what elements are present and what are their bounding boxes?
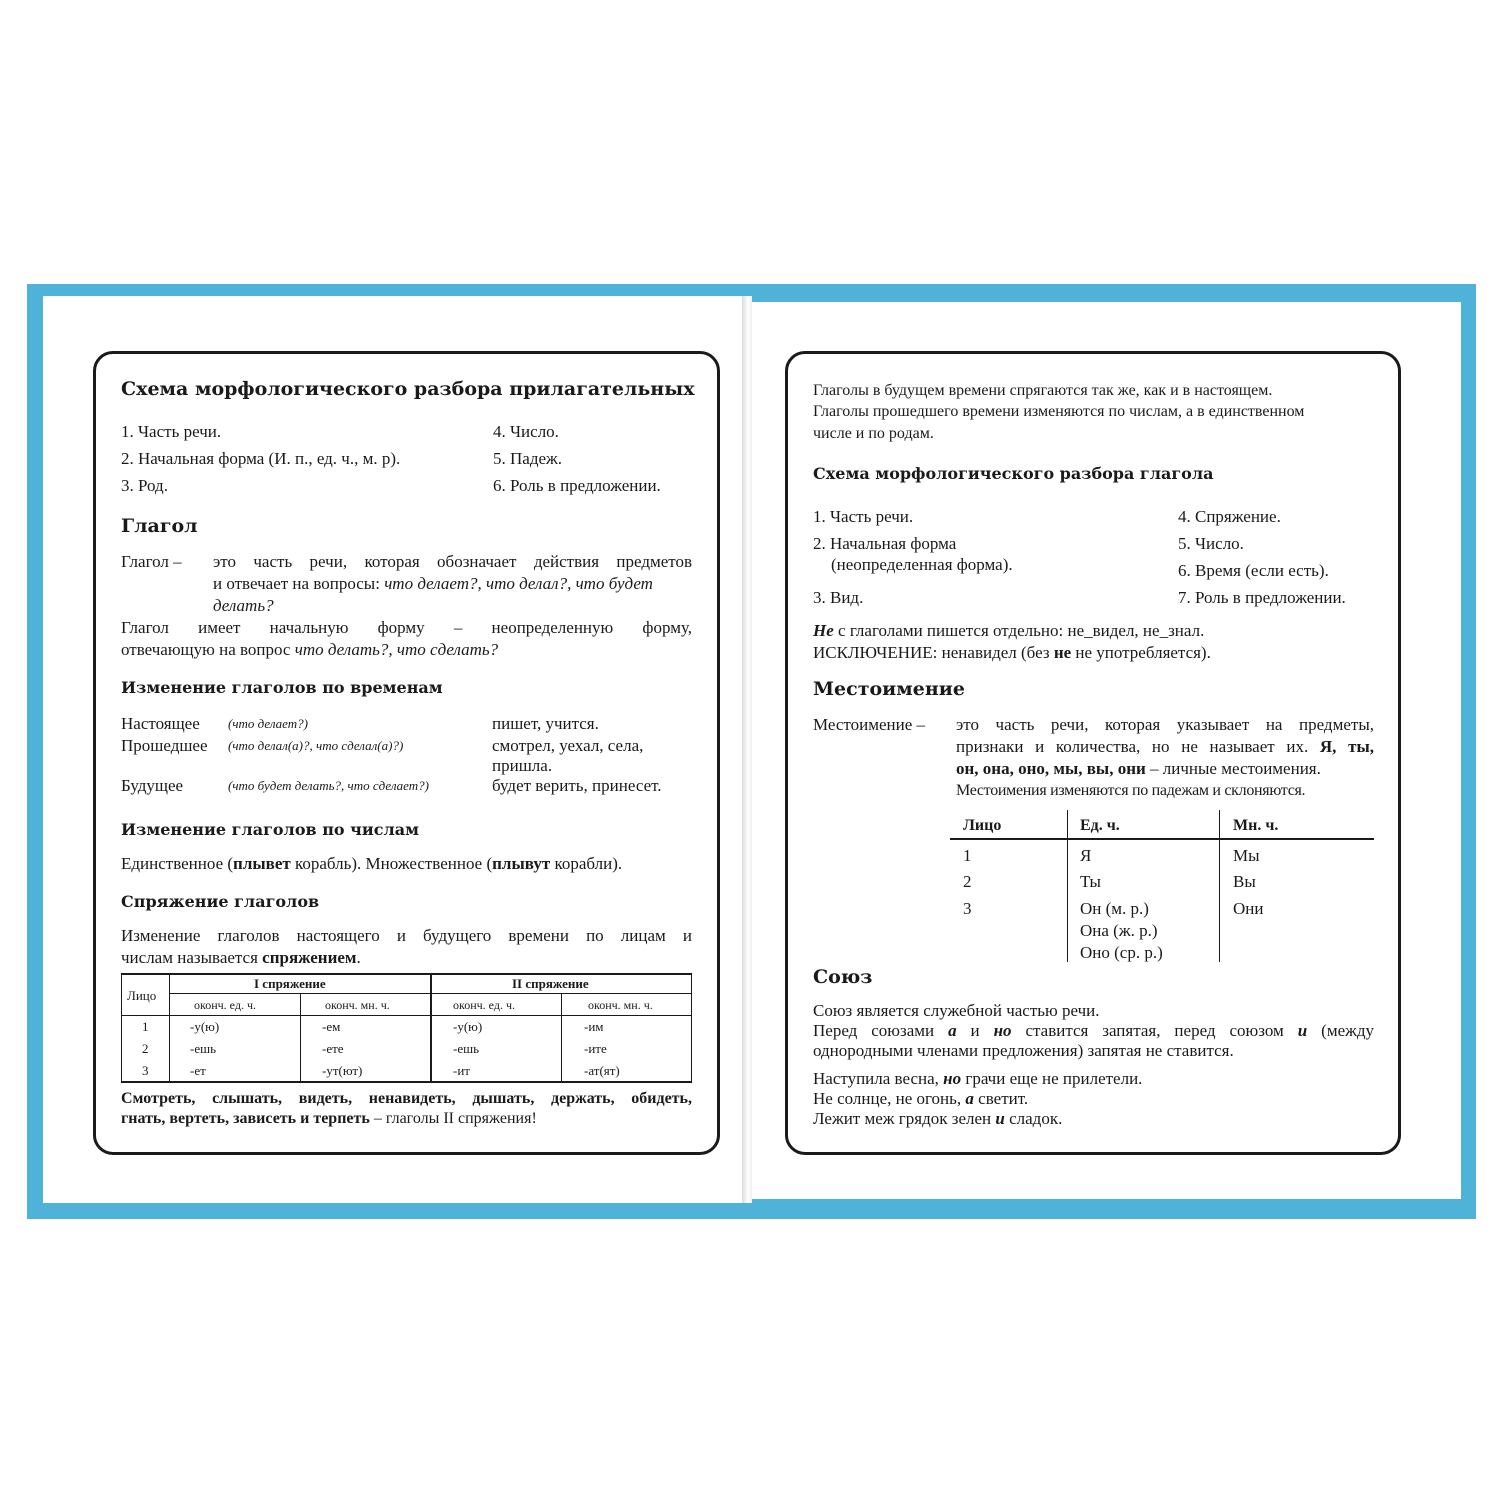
union-example-1: Наступила весна, но грачи еще не прилетели. bbox=[813, 1069, 1143, 1088]
conj-row-2-c4: -ите bbox=[584, 1041, 607, 1056]
verb-item-7: 7. Роль в предложении. bbox=[1178, 588, 1346, 607]
verb-item-5: 5. Число. bbox=[1178, 534, 1244, 553]
verb-item-6: 6. Время (если есть). bbox=[1178, 561, 1329, 580]
conj-group-1: I спряжение bbox=[254, 976, 326, 991]
verb-item-3: 3. Вид. bbox=[813, 588, 864, 607]
adj-item-2: 2. Начальная форма (И. п., ед. ч., м. р). bbox=[121, 449, 401, 468]
verb-def-line1: это часть речи, которая обозначает действия предметов bbox=[213, 552, 692, 571]
intro-line-2: Глаголы прошедшего времени изменяются по числам, а в единственном bbox=[813, 403, 1305, 420]
union-example-3: Лежит меж грядок зелен и сладок. bbox=[813, 1109, 1063, 1128]
conj-row-2-c3: -ешь bbox=[453, 1041, 480, 1056]
conj-row-3-person: 3 bbox=[142, 1063, 149, 1078]
conj-row-1-c3: -у(ю) bbox=[453, 1019, 483, 1034]
verb-def-line3: делать? bbox=[213, 596, 274, 615]
conj-row-2-c2: -ете bbox=[322, 1041, 344, 1056]
pronoun-def-line3: он, она, оно, мы, вы, они – личные местоимения. bbox=[956, 759, 1321, 778]
adj-item-4: 4. Число. bbox=[493, 422, 559, 441]
conjugation-title: Спряжение глаголов bbox=[121, 892, 320, 911]
tense-past-examples-cont: пришла. bbox=[492, 756, 553, 775]
adj-item-1: 1. Часть речи. bbox=[121, 422, 222, 441]
pronoun-def-line2: признаки и количества, но не называет их. Я, ты, bbox=[956, 737, 1374, 756]
verb-inf-line1: Глагол имеет начальную форму – неопределенную форму, bbox=[121, 618, 692, 637]
conj-sub-2: оконч. мн. ч. bbox=[325, 998, 390, 1012]
pron-row-2-person: 2 bbox=[963, 872, 972, 891]
pron-header-plural: Мн. ч. bbox=[1233, 817, 1279, 834]
tense-future-question: (что будет делать?, что сделает?) bbox=[228, 778, 429, 793]
ne-rule-line: Не с глаголами пишется отдельно: не_видел, не_знал. bbox=[813, 621, 1205, 640]
verb-item-1: 1. Часть речи. bbox=[813, 507, 914, 526]
tense-present: Настоящее bbox=[121, 714, 200, 733]
verb-item-4: 4. Спряжение. bbox=[1178, 507, 1281, 526]
union-line-1: Союз является служебной частью речи. bbox=[813, 1001, 1100, 1020]
number-text: Единственное (плывет корабль). Множественное (плывут корабли). bbox=[121, 854, 623, 873]
adj-item-3: 3. Род. bbox=[121, 476, 168, 495]
conj-row-2-person: 2 bbox=[142, 1041, 149, 1056]
adj-item-5: 5. Падеж. bbox=[493, 449, 563, 468]
pron-row-1-plural: Мы bbox=[1233, 846, 1260, 865]
tense-present-question: (что делает?) bbox=[228, 716, 308, 731]
union-line-2: Перед союзами а и но ставится запятая, перед союзом и (между bbox=[813, 1021, 1375, 1040]
pron-row-3-person: 3 bbox=[963, 899, 972, 918]
tense-past-question: (что делал(а)?, что сделал(а)?) bbox=[228, 738, 404, 753]
pronoun-def-term: Местоимение – bbox=[813, 715, 926, 734]
verb-inf-line2: отвечающую на вопрос что делать?, что сделать? bbox=[121, 640, 499, 659]
book-spine bbox=[742, 296, 752, 1203]
pron-row-1-singular: Я bbox=[1080, 846, 1092, 865]
adjective-scheme-title: Схема морфологического разбора прилагательных bbox=[121, 378, 695, 400]
pron-row-2-plural: Вы bbox=[1233, 872, 1256, 891]
intro-line-3: числе и по родам. bbox=[813, 425, 934, 442]
pron-header-person: Лицо bbox=[963, 817, 1002, 834]
ne-exception-line: ИСКЛЮЧЕНИЕ: ненавидел (без не не употребляется). bbox=[813, 643, 1211, 662]
verb-def-line2: и отвечает на вопросы: что делает?, что делал?, что будет bbox=[213, 574, 653, 593]
pron-row-3-singular-m: Он (м. р.) bbox=[1080, 899, 1149, 918]
pronoun-def-line1: это часть речи, которая указывает на предметы, bbox=[956, 715, 1374, 734]
tense-title: Изменение глаголов по временам bbox=[121, 678, 443, 697]
conj-sub-1: оконч. ед. ч. bbox=[194, 998, 256, 1012]
conj-row-3-c2: -ут(ют) bbox=[322, 1063, 363, 1078]
verb-item-2-cont: (неопределенная форма). bbox=[831, 555, 1013, 574]
pron-header-singular: Ед. ч. bbox=[1080, 817, 1120, 834]
conj-row-1-c4: -им bbox=[584, 1019, 604, 1034]
exceptions-line-1: Смотреть, слышать, видеть, ненавидеть, дышать, держать, обидеть, bbox=[121, 1090, 692, 1107]
union-line-3: однородными членами предложения) запятая не ставится. bbox=[813, 1041, 1234, 1060]
pron-row-2-singular: Ты bbox=[1080, 872, 1101, 891]
pronoun-def-line4: Местоимения изменяются по падежам и склоняются. bbox=[956, 782, 1306, 799]
conj-row-3-c4: -ат(ят) bbox=[584, 1063, 620, 1078]
verb-def-term: Глагол – bbox=[121, 552, 182, 571]
conj-row-3-c1: -ет bbox=[190, 1063, 206, 1078]
number-title: Изменение глаголов по числам bbox=[121, 820, 420, 839]
conj-group-2: II спряжение bbox=[512, 976, 589, 991]
tense-future: Будущее bbox=[121, 776, 184, 795]
tense-past: Прошедшее bbox=[121, 736, 208, 755]
exceptions-line-2: гнать, вертеть, зависеть и терпеть – глаголы II спряжения! bbox=[121, 1110, 537, 1127]
conj-row-1-c1: -у(ю) bbox=[190, 1019, 220, 1034]
pron-row-1-person: 1 bbox=[963, 846, 972, 865]
verb-title: Глагол bbox=[121, 515, 198, 537]
pron-row-3-singular-f: Она (ж. р.) bbox=[1080, 921, 1158, 940]
tense-future-examples: будет верить, принесет. bbox=[492, 776, 662, 795]
conj-row-1-person: 1 bbox=[142, 1019, 149, 1034]
pronoun-title: Местоимение bbox=[813, 678, 965, 700]
union-title: Союз bbox=[813, 966, 873, 988]
adj-item-6: 6. Роль в предложении. bbox=[493, 476, 661, 495]
union-example-2: Не солнце, не огонь, а светит. bbox=[813, 1089, 1029, 1108]
intro-line-1: Глаголы в будущем времени спрягаются так же, как и в настоящем. bbox=[813, 382, 1273, 399]
verb-item-2: 2. Начальная форма bbox=[813, 534, 957, 553]
pron-row-3-singular-n: Оно (ср. р.) bbox=[1080, 943, 1163, 962]
conj-col-person: Лицо bbox=[127, 988, 157, 1003]
conj-sub-4: оконч. мн. ч. bbox=[588, 998, 653, 1012]
conjugation-text-1: Изменение глаголов настоящего и будущего времени по лицам и bbox=[121, 926, 692, 945]
conj-row-2-c1: -ешь bbox=[190, 1041, 217, 1056]
conj-row-1-c2: -ем bbox=[322, 1019, 341, 1034]
tense-present-examples: пишет, учится. bbox=[492, 714, 599, 733]
verb-scheme-title: Схема морфологического разбора глагола bbox=[813, 464, 1214, 483]
pron-row-3-plural: Они bbox=[1233, 899, 1264, 918]
conj-row-3-c3: -ит bbox=[453, 1063, 470, 1078]
conj-sub-3: оконч. ед. ч. bbox=[453, 998, 515, 1012]
conjugation-text-2: числам называется спряжением. bbox=[121, 948, 361, 967]
tense-past-examples: смотрел, уехал, села, bbox=[492, 736, 644, 755]
